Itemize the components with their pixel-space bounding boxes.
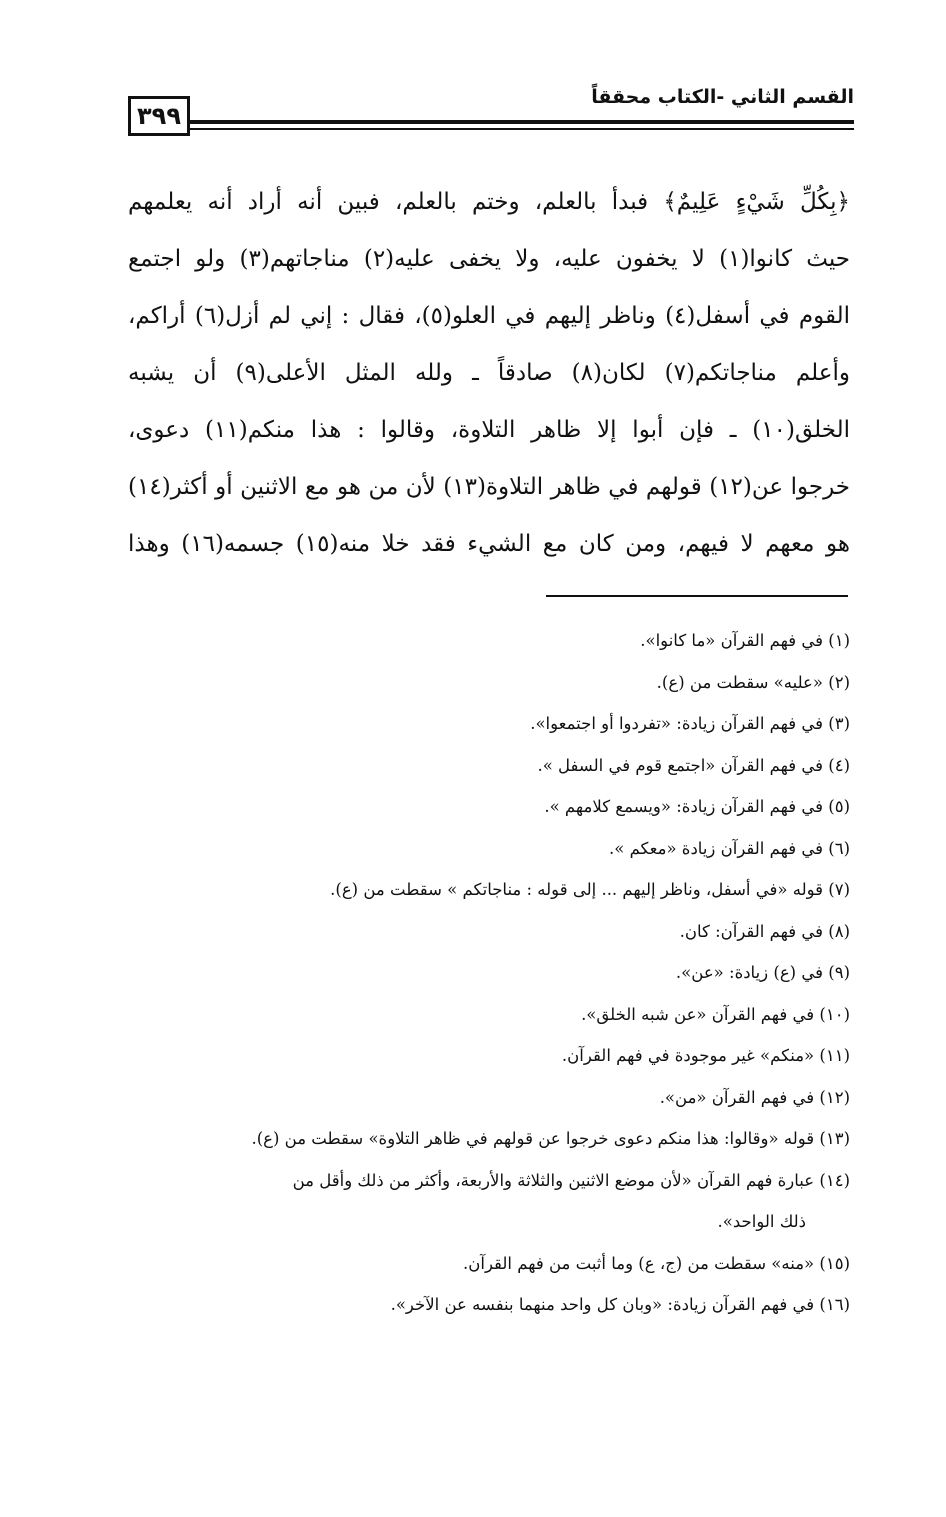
footnote-11: (١١) «منكم» غير موجودة في فهم القرآن.: [561, 1046, 850, 1065]
body-line: وأعلم مناجاتكم(٧) لكان(٨) صادقاً ـ ولله المثل الأعلى(٩) أن يشبه: [128, 360, 850, 386]
body-line: خرجوا عن(١٢) قولهم في ظاهر التلاوة(١٣) لأن من هو مع الاثنين أو أكثر(١٤): [128, 474, 850, 500]
main-text: [128, 174, 850, 573]
body-line: الخلق(١٠) ـ فإن أبوا إلا ظاهر التلاوة، وقالوا : هذا منكم(١١) دعوى،: [128, 417, 850, 443]
footnote-4: (٤) في فهم القرآن «اجتمع قوم في السفل ».: [537, 755, 850, 775]
footnote-15: (١٥) «منه» سقطت من (ج، ع) وما أثبت من فهم القرآن.: [463, 1253, 850, 1273]
footnote-7: (٧) قوله «في أسفل، وناظر إليهم ... إلى قوله : مناجاتكم » سقطت من (ع).: [330, 880, 850, 899]
footnote-6: (٦) في فهم القرآن زيادة «معكم ».: [608, 838, 850, 858]
body-line: هو معهم لا فيهم، ومن كان مع الشيء فقد خلا منه(١٥) جسمه(١٦) وهذا: [128, 531, 850, 557]
footnote-14: (١٤) عبارة فهم القرآن «لأن موضع الاثنين والثلاثة والأربعة، وأكثر من ذلك وأقل من: [292, 1170, 850, 1190]
page-header: [128, 86, 854, 146]
footnotes: [128, 620, 850, 1326]
footnote-9: (٩) في (ع) زيادة: «عن».: [675, 963, 850, 982]
footnote-5: (٥) في فهم القرآن زيادة: «ويسمع كلامهم ».: [544, 797, 850, 816]
footnote-16: (١٦) في فهم القرآن زيادة: «وبان كل واحد منهما بنفسه عن الآخر».: [390, 1295, 850, 1314]
header-rule-thin: [190, 128, 854, 130]
header-rule-thick: [190, 120, 854, 124]
footnote-13: (١٣) قوله «وقالوا: هذا منكم دعوى خرجوا عن قولهم في ظاهر التلاوة» سقطت من (ع).: [251, 1129, 850, 1148]
body-line: ﴿بِكُلِّ شَيْءٍ عَلِيمٌ﴾ فبدأ بالعلم، وختم بالعلم، فبين أنه أراد أنه يعلمهم: [128, 189, 850, 215]
page-number: ٣٩٩: [128, 96, 190, 136]
footnote-10: (١٠) في فهم القرآن «عن شبه الخلق».: [581, 1004, 850, 1024]
footnote-3: (٣) في فهم القرآن زيادة: «تفردوا أو اجتمعوا».: [530, 714, 850, 733]
body-line: القوم في أسفل(٤) وناظر إليهم في العلو(٥)، فقال : إني لم أزل(٦) أراكم،: [128, 303, 850, 329]
footnote-12: (١٢) في فهم القرآن «من».: [659, 1087, 850, 1107]
footnote-separator: [546, 595, 848, 597]
footnote-14-continuation: ذلك الواحد».: [717, 1212, 806, 1231]
body-line: حيث كانوا(١) لا يخفون عليه، ولا يخفى عليه(٢) مناجاتهم(٣) ولو اجتمع: [128, 246, 850, 272]
footnote-1: (١) في فهم القرآن «ما كانوا».: [640, 631, 850, 650]
footnote-2: (٢) «عليه» سقطت من (ع).: [656, 672, 850, 692]
footnote-8: (٨) في فهم القرآن: كان.: [679, 921, 850, 941]
running-title: القسم الثاني -الكتاب محققاً: [591, 86, 854, 108]
